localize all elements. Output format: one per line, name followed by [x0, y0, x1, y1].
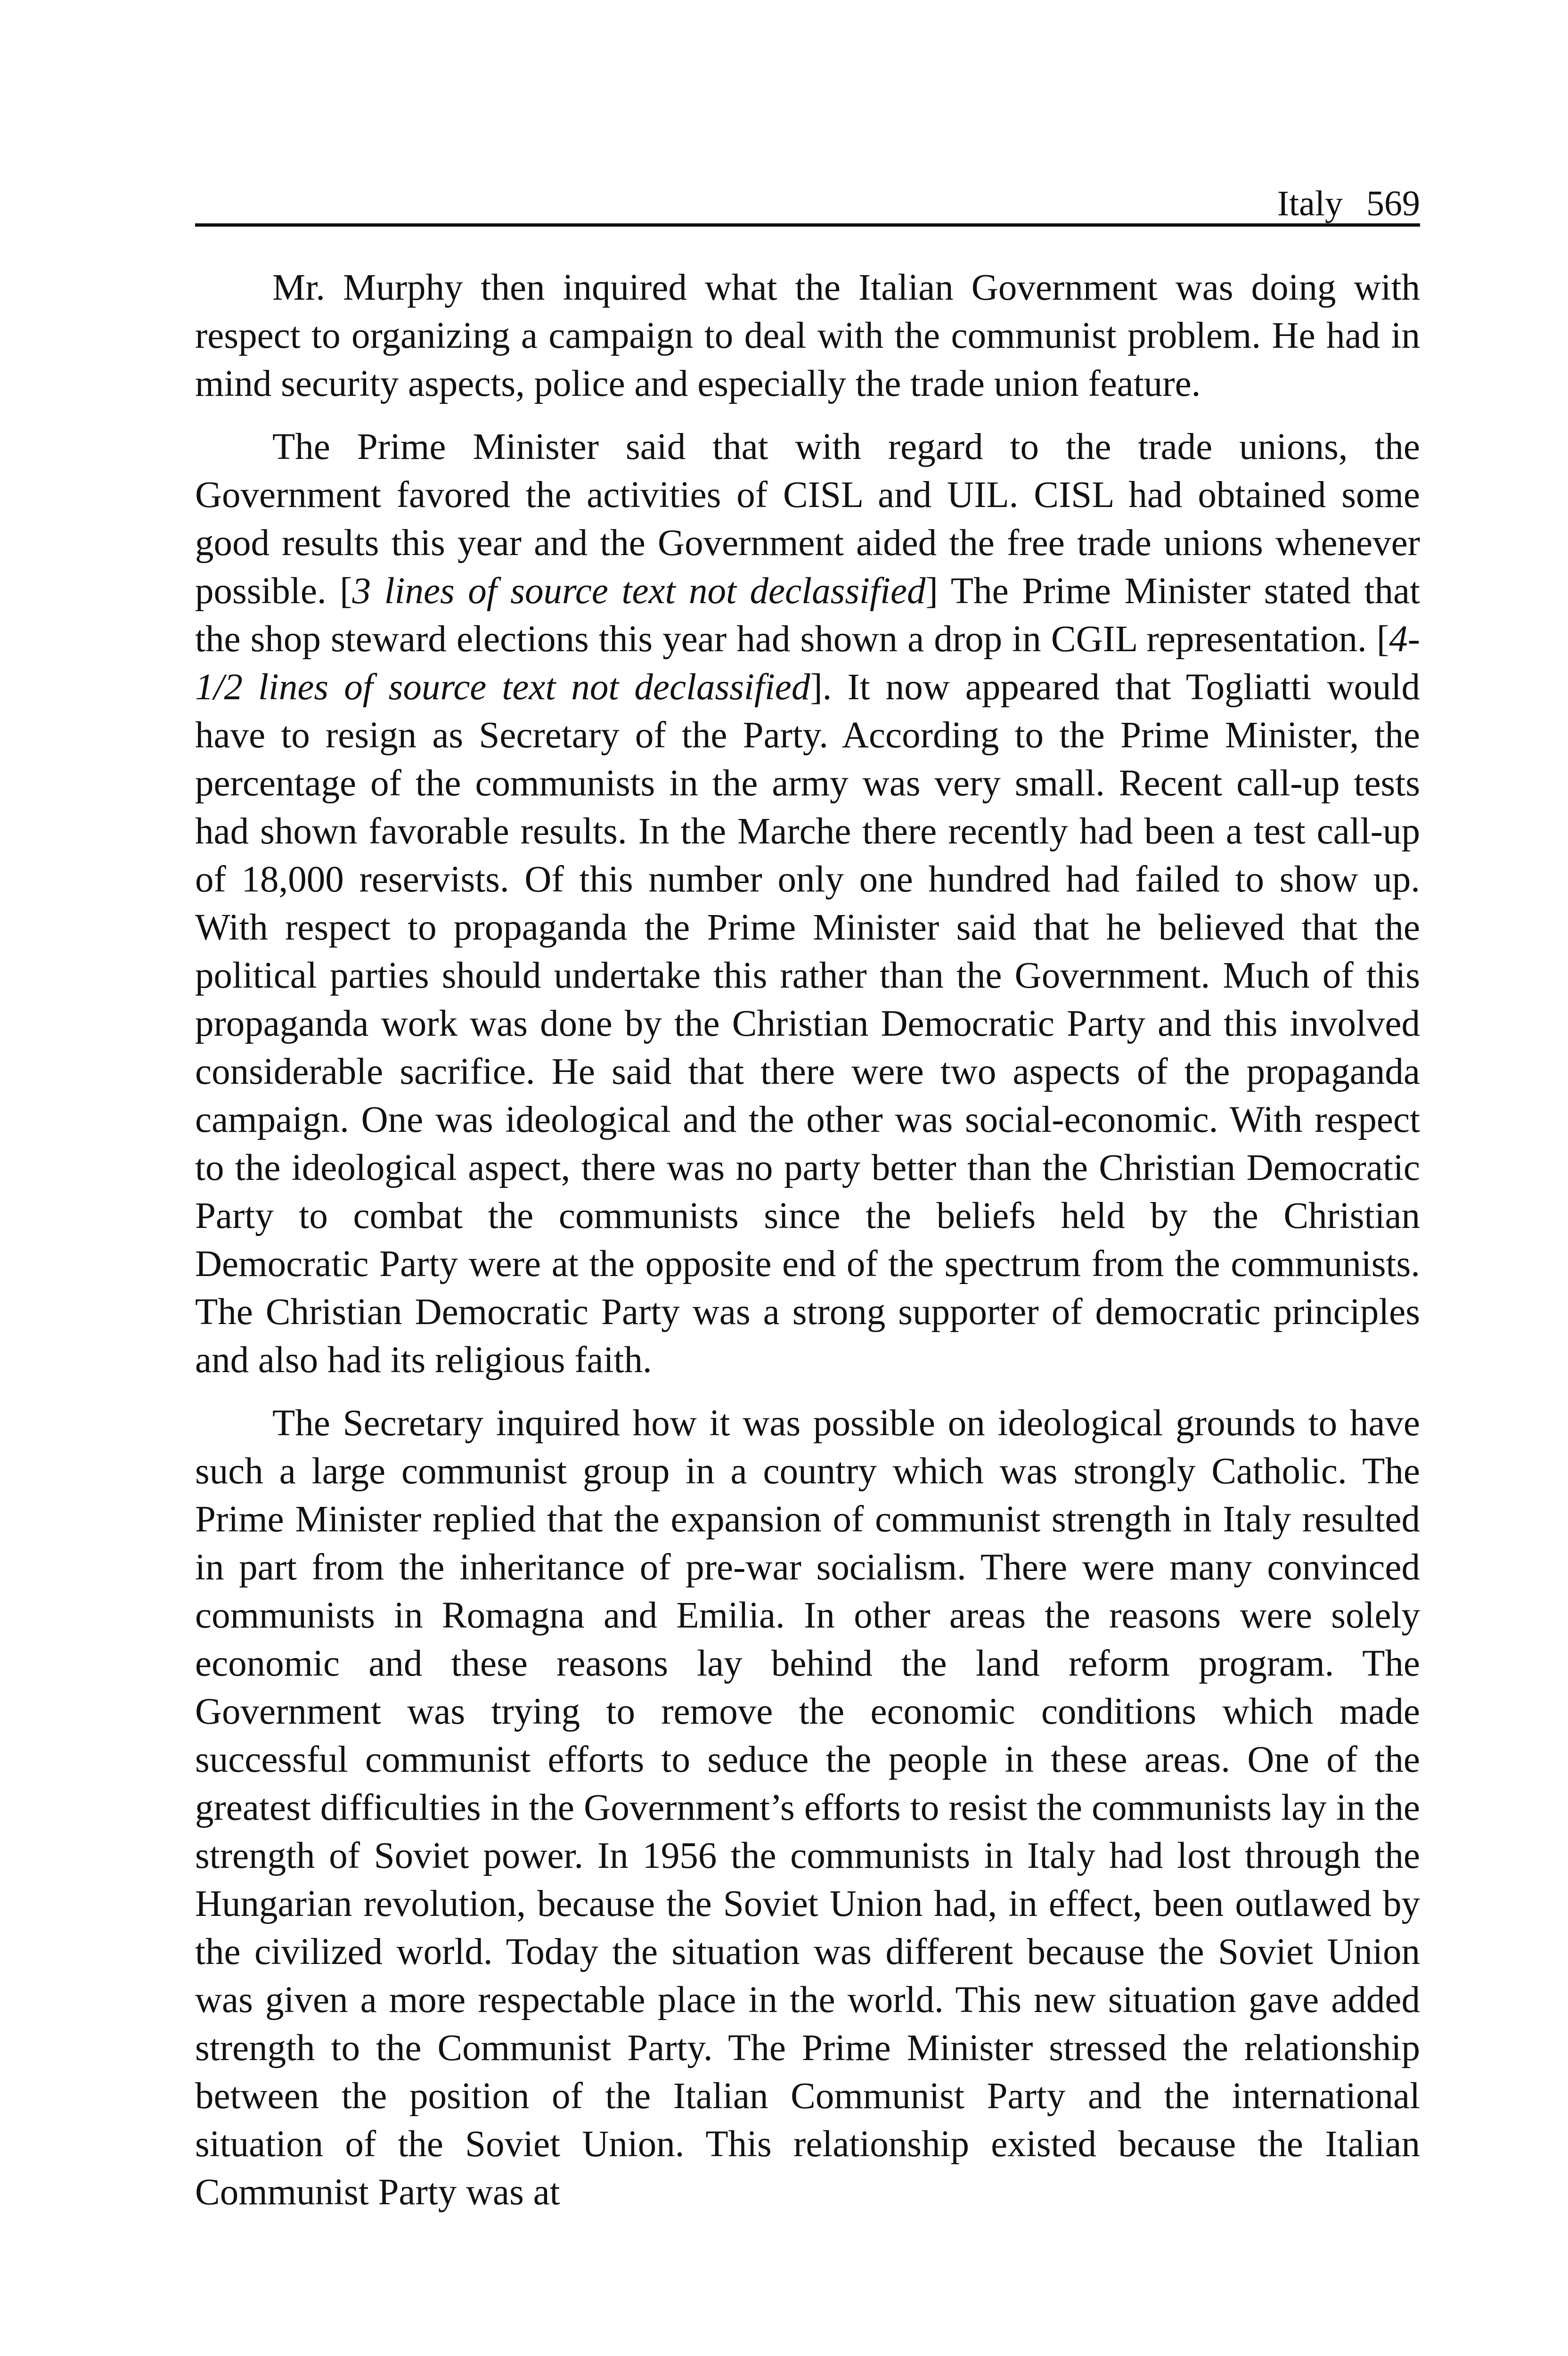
- header-rule: [195, 223, 1420, 227]
- page-number: 569: [1366, 184, 1420, 223]
- paragraph-prime-minister-reply: [195, 423, 1420, 1384]
- paragraph-secretary-inquiry: The Secretary inquired how it was possible on ideological grounds to have such a large communist group in a country which was strongly Catholic. The Prime Minister replied that the expansion of communist strength in Italy resulted in part from the inheritance of pre-war socialism. There were many convinced communists in Romagna and Emilia. In other areas the reasons were solely economic and these reasons lay behind the land reform program. The Government was trying to remove the economic conditions which made successful communist efforts to seduce the people in these areas. One of the greatest difficulties in the Government’s efforts to resist the communists lay in the strength of Soviet power. In 1956 the communists in Italy had lost through the Hungarian revolution, because the Soviet Union had, in effect, been outlawed by the civilized world. Today the situation was different because the Soviet Union was given a more respectable place in the world. This new situation gave added strength to the Communist Party. The Prime Minister stressed the relationship between the position of the Italian Communist Party and the international situation of the Soviet Union. This relationship existed because the Italian Communist Party was at: [195, 1403, 1420, 2213]
- paragraph-text-segment: The Prime Minister said that with regard to the trade unions, the Government favored the activities of CISL and UIL. CISL had obtained some good results this year and the Government aided the free trade unions whenever possible. [: [195, 426, 1420, 612]
- body-text: [195, 264, 1420, 2217]
- running-title: Italy: [1277, 184, 1343, 223]
- editorial-note: 4-1/2 lines of source text not declassified: [195, 619, 1420, 708]
- page-header: [195, 170, 1420, 221]
- paragraph-text-segment: ]. It now appeared that Togliatti would have to resign as Secretary of the Party. According to the Prime Minister, the percentage of the communists in the army was very small. Recent call-up tests had shown favorable results. In the Marche there recently had been a test call-up of 18,000 reservists. Of this number only one hundred had failed to show up. With respect to propaganda the Prime Minister said that he believed that the political parties should undertake this rather than the Government. Much of this propaganda work was done by the Christian Democratic Party and this involved considerable sacrifice. He said that there were two aspects of the propaganda campaign. One was ideological and the other was social-economic. With respect to the ideological aspect, there was no party better than the Christian Democratic Party to combat the communists since the beliefs held by the Christian Democratic Party were at the opposite end of the spectrum from the communists. The Christian Democratic Party was a strong supporter of democratic principles and also had its religious faith.: [195, 667, 1420, 1381]
- editorial-note: 3 lines of source text not declassified: [352, 571, 926, 612]
- paragraph-text-segment: ] The Prime Minister stated that the shop steward elections this year had shown a drop in CGIL representation. [: [195, 571, 1421, 660]
- paragraph-murphy-inquiry: Mr. Murphy then inquired what the Italian Government was doing with respect to organizing a campaign to deal with the communist problem. He had in mind security aspects, police and especially the trade union feature.: [195, 267, 1420, 404]
